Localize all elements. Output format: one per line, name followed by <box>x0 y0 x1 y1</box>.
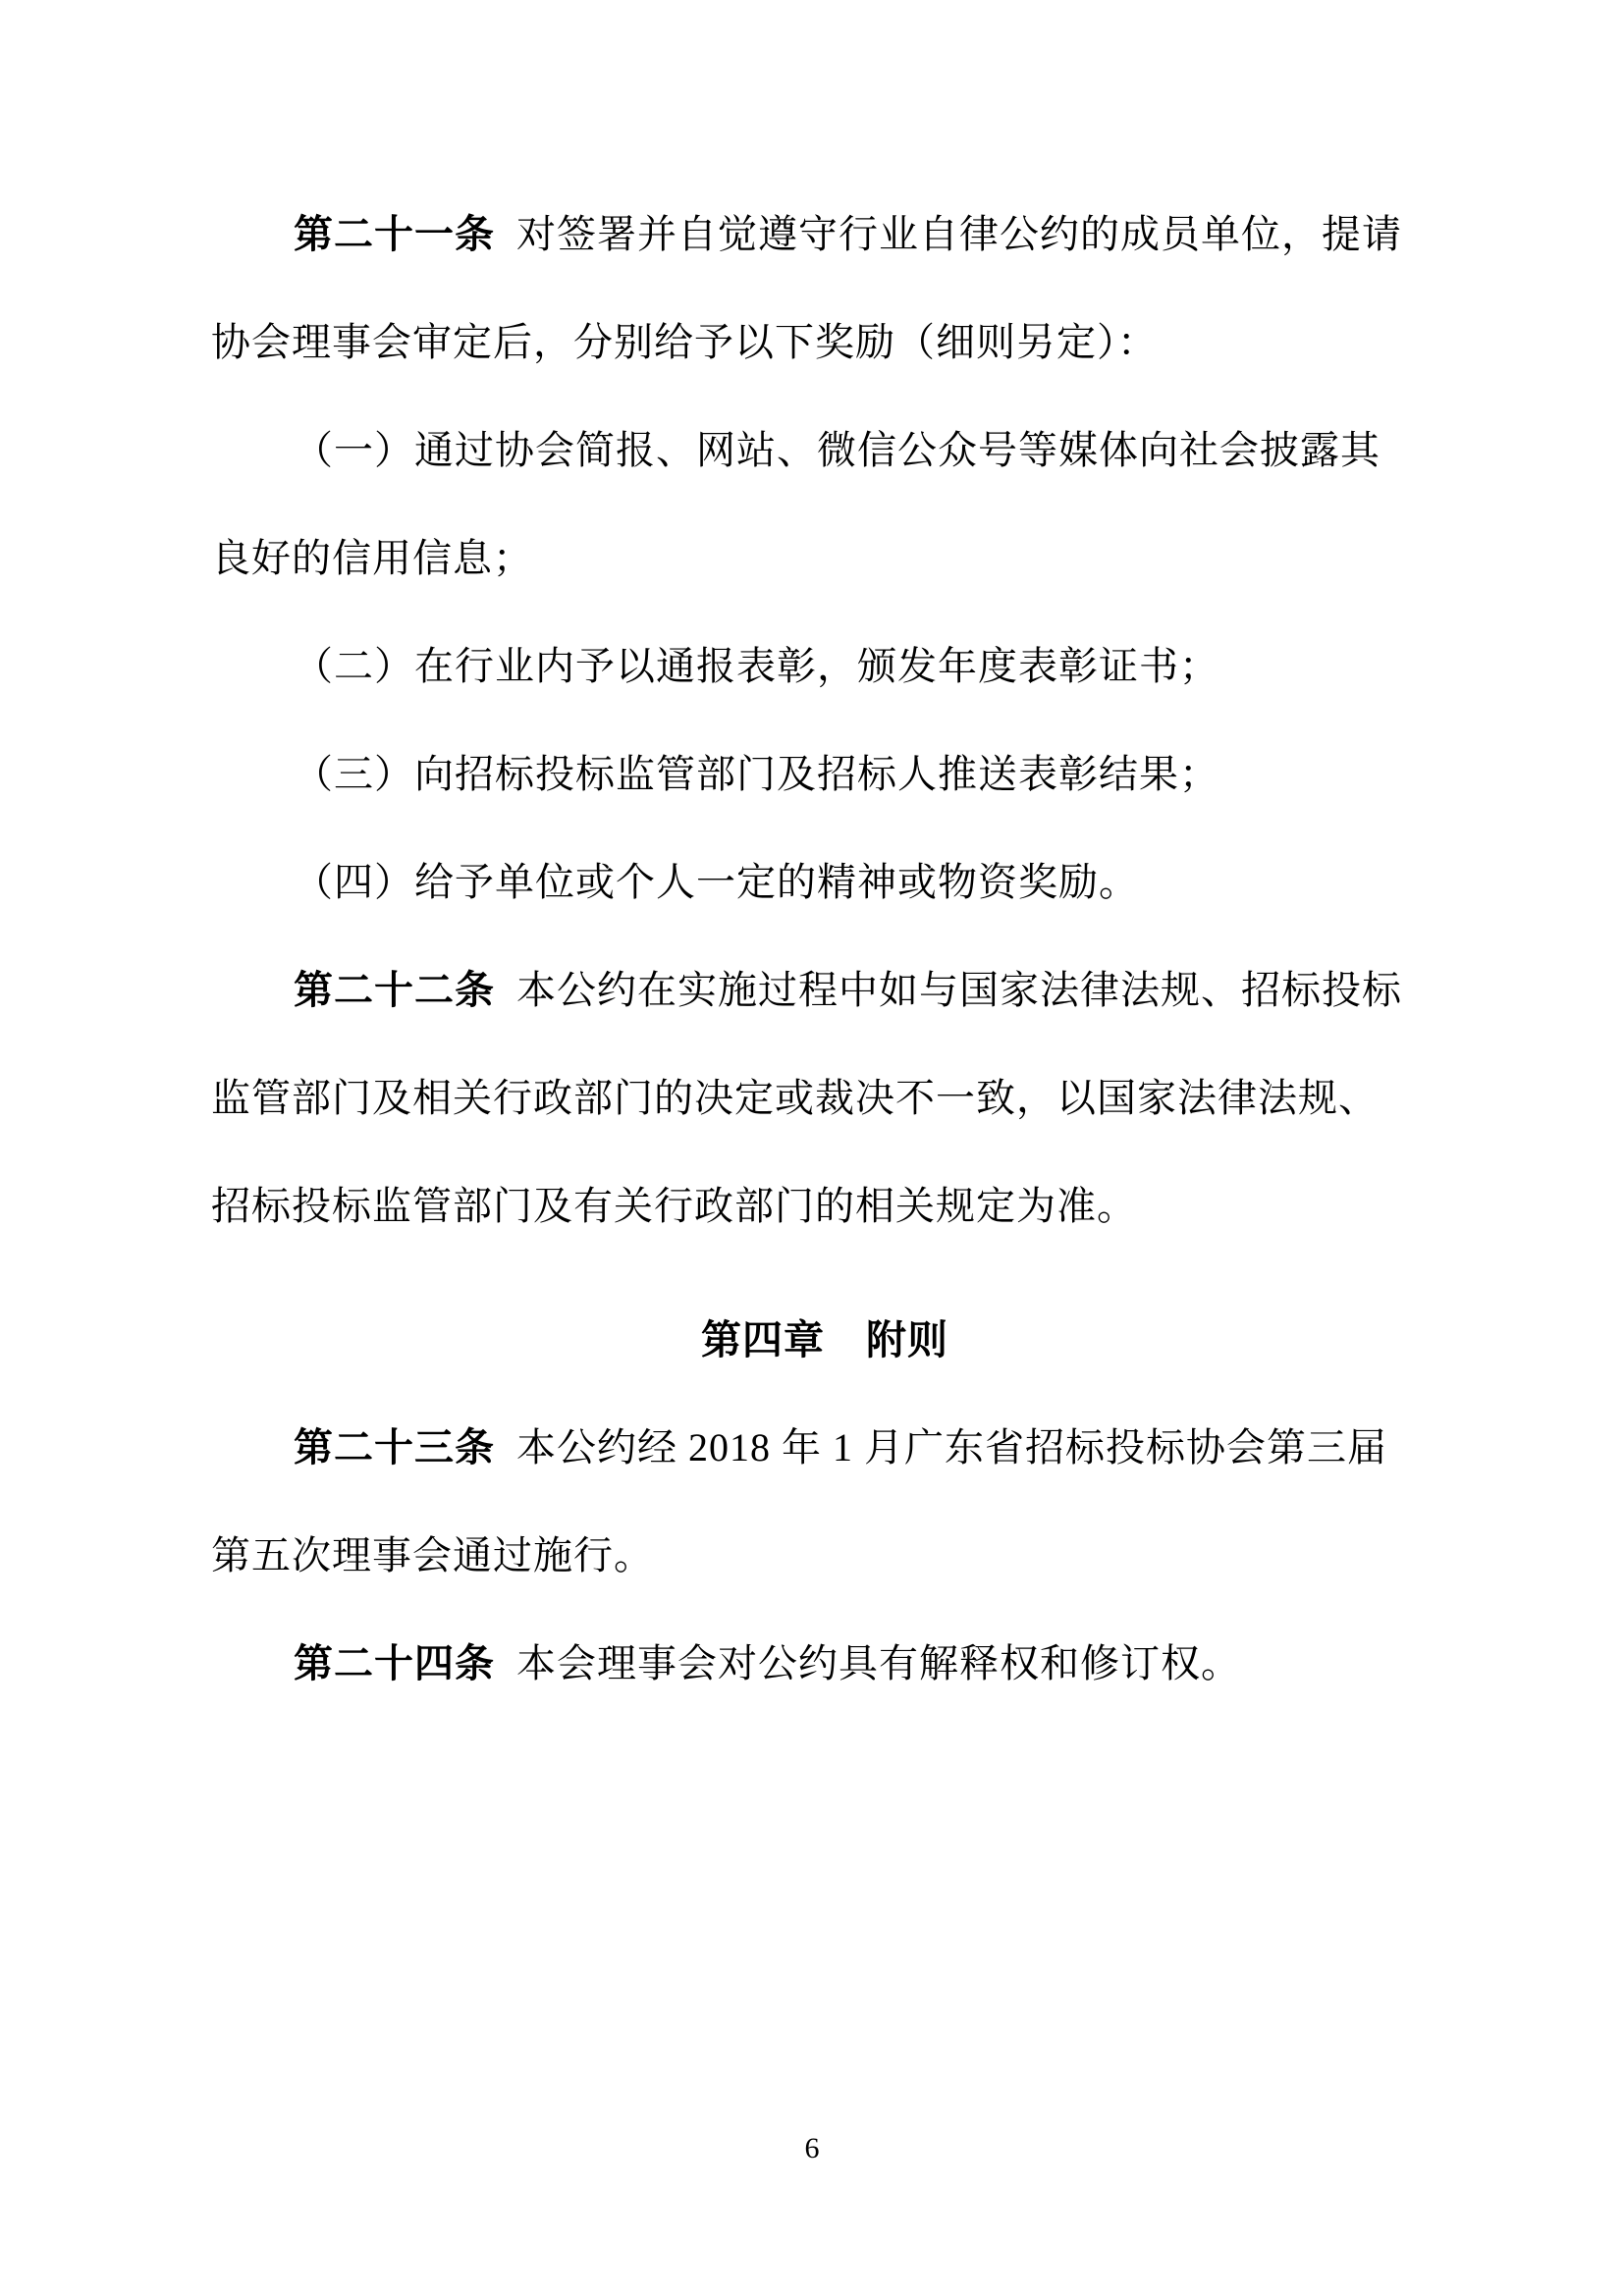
text-line <box>211 1610 1438 1718</box>
line-text: （一）通过协会简报、网站、微信公众号等媒体向社会披露其 <box>294 428 1380 472</box>
text-line <box>211 613 1438 721</box>
article-number: 第二十三条 <box>294 1425 495 1469</box>
line-text: 对签署并自觉遵守行业自律公约的成员单位，提请 <box>516 212 1402 256</box>
text-line <box>211 1394 1438 1502</box>
line-text: 本公约经 2018 年 1 月广东省招标投标协会第三届 <box>516 1425 1387 1469</box>
line-text: 协会理事会审定后，分别给予以下奖励（细则另定）： <box>211 320 1158 364</box>
text-line <box>211 828 1438 936</box>
article-number: 第二十一条 <box>294 212 495 256</box>
text-line <box>211 181 1438 289</box>
text-line <box>211 721 1438 828</box>
text-line <box>211 505 1438 613</box>
chapter-heading: 第四章 附则 <box>701 1317 948 1362</box>
line-text: （四）给予单位或个人一定的精神或物资奖励。 <box>294 860 1139 904</box>
line-text: 招标投标监管部门及有关行政部门的相关规定为准。 <box>211 1184 1137 1228</box>
article-number: 第二十四条 <box>294 1641 495 1685</box>
line-text: 本公约在实施过程中如与国家法律法规、招标投标 <box>516 968 1402 1012</box>
line-text: （二）在行业内予以通报表彰，颁发年度表彰证书； <box>294 644 1219 688</box>
text-line <box>211 397 1438 505</box>
text-line <box>211 936 1438 1044</box>
text-line <box>211 1502 1438 1610</box>
line-text: （三）向招标投标监管部门及招标人推送表彰结果； <box>294 752 1219 796</box>
text-line <box>211 289 1438 397</box>
line-text: 监管部门及相关行政部门的决定或裁决不一致，以国家法律法规、 <box>211 1076 1379 1120</box>
text-line <box>211 1152 1438 1260</box>
page-number: 6 <box>804 2132 820 2164</box>
text-line <box>211 1044 1438 1152</box>
document-body <box>211 181 1438 1718</box>
article-number: 第二十二条 <box>294 968 495 1012</box>
line-text: 本会理事会对公约具有解释权和修订权。 <box>516 1641 1241 1685</box>
line-text: 良好的信用信息； <box>211 536 533 580</box>
line-text: 第五次理事会通过施行。 <box>211 1533 654 1577</box>
